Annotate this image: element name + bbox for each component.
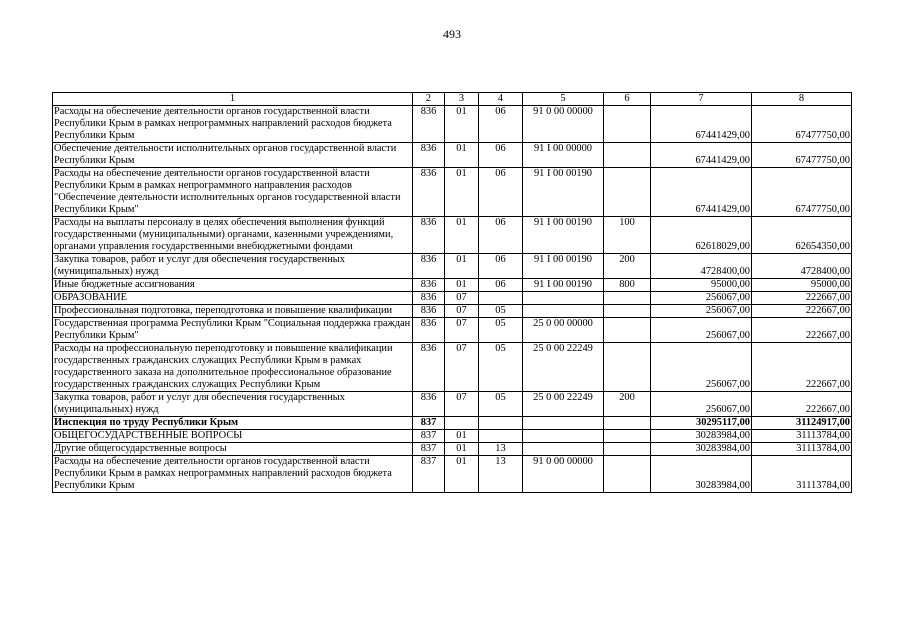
expense-type-code-cell [604,292,651,305]
section-code-cell: 07 [445,318,479,343]
column-number-header: 6 [604,93,651,106]
subsection-code-cell: 06 [479,168,523,217]
amount-year-1-cell: 62618029,00 [651,217,752,254]
description-cell: Обеспечение деятельности исполнительных органов государственной власти Республики Крым [53,143,413,168]
section-code-cell: 01 [445,106,479,143]
subsection-code-cell: 06 [479,106,523,143]
expense-type-code-cell [604,106,651,143]
description-cell: Расходы на профессиональную переподготовку и повышение квалификации государственных гражданских служащих Республики Крым в рамках государственного заказа на дополнительное профессиональное образование государственных гражданских служащих Республики Крым [53,343,413,392]
ministry-code-cell: 836 [413,143,445,168]
ministry-code-cell: 836 [413,168,445,217]
target-article-code-cell: 91 I 00 00190 [523,254,604,279]
amount-year-2-cell: 222667,00 [752,318,852,343]
description-cell: Иные бюджетные ассигнования [53,279,413,292]
amount-year-2-cell: 222667,00 [752,343,852,392]
description-cell: Другие общегосударственные вопросы [53,443,413,456]
table-row [53,456,852,493]
amount-year-2-cell: 95000,00 [752,279,852,292]
section-code-cell: 07 [445,305,479,318]
ministry-code-cell: 836 [413,343,445,392]
table-row [53,318,852,343]
target-article-code-cell [523,305,604,318]
column-number-header: 8 [752,93,852,106]
description-cell: Инспекция по труду Республики Крым [53,417,413,430]
subsection-code-cell: 05 [479,305,523,318]
amount-year-2-cell: 31124917,00 [752,417,852,430]
table-row [53,392,852,417]
ministry-code-cell: 836 [413,217,445,254]
description-cell: Расходы на обеспечение деятельности органов государственной власти Республики Крым в рамках непрограммного направления расходов "Обеспечение деятельности исполнительных органов государственной власти Республики Крым" [53,168,413,217]
amount-year-2-cell: 222667,00 [752,305,852,318]
amount-year-2-cell: 31113784,00 [752,443,852,456]
description-cell: Профессиональная подготовка, переподготовка и повышение квалификации [53,305,413,318]
column-number-header: 2 [413,93,445,106]
expense-type-code-cell [604,318,651,343]
column-number-header: 5 [523,93,604,106]
budget-table [52,92,852,493]
section-code-cell [445,417,479,430]
table-row [53,106,852,143]
table-row [53,443,852,456]
ministry-code-cell: 837 [413,417,445,430]
amount-year-1-cell: 67441429,00 [651,106,752,143]
description-cell: Закупка товаров, работ и услуг для обеспечения государственных (муниципальных) нужд [53,254,413,279]
target-article-code-cell [523,417,604,430]
expense-type-code-cell: 200 [604,392,651,417]
amount-year-1-cell: 256067,00 [651,305,752,318]
amount-year-1-cell: 30283984,00 [651,430,752,443]
expense-type-code-cell [604,417,651,430]
target-article-code-cell: 25 0 00 22249 [523,392,604,417]
ministry-code-cell: 836 [413,292,445,305]
amount-year-2-cell: 31113784,00 [752,430,852,443]
ministry-code-cell: 836 [413,106,445,143]
target-article-code-cell: 91 I 00 00190 [523,217,604,254]
ministry-code-cell: 836 [413,279,445,292]
section-code-cell: 01 [445,456,479,493]
column-number-header: 7 [651,93,752,106]
amount-year-1-cell: 256067,00 [651,392,752,417]
description-cell: Государственная программа Республики Крым "Социальная поддержка граждан Республики Крым" [53,318,413,343]
amount-year-1-cell: 95000,00 [651,279,752,292]
section-code-cell: 01 [445,443,479,456]
target-article-code-cell: 25 0 00 00000 [523,318,604,343]
subsection-code-cell: 06 [479,279,523,292]
description-cell: Расходы на обеспечение деятельности органов государственной власти Республики Крым в рамках непрограммных направлений расходов бюджета Республики Крым [53,456,413,493]
target-article-code-cell [523,292,604,305]
target-article-code-cell: 25 0 00 22249 [523,343,604,392]
amount-year-1-cell: 4728400,00 [651,254,752,279]
ministry-code-cell: 836 [413,392,445,417]
amount-year-1-cell: 30295117,00 [651,417,752,430]
description-cell: ОБЩЕГОСУДАРСТВЕННЫЕ ВОПРОСЫ [53,430,413,443]
subsection-code-cell: 06 [479,143,523,168]
ministry-code-cell: 836 [413,305,445,318]
description-cell: Расходы на обеспечение деятельности органов государственной власти Республики Крым в рамках непрограммных направлений расходов бюджета Республики Крым [53,106,413,143]
ministry-code-cell: 836 [413,318,445,343]
ministry-code-cell: 837 [413,443,445,456]
amount-year-2-cell: 4728400,00 [752,254,852,279]
section-code-cell: 01 [445,143,479,168]
expense-type-code-cell: 100 [604,217,651,254]
amount-year-1-cell: 67441429,00 [651,168,752,217]
column-number-header: 3 [445,93,479,106]
subsection-code-cell [479,417,523,430]
expense-type-code-cell [604,430,651,443]
amount-year-2-cell: 222667,00 [752,292,852,305]
description-cell: Расходы на выплаты персоналу в целях обеспечения выполнения функций государственными (муниципальными) органами, казенными учреждениями, органами управления государственными внебюджетными фондами [53,217,413,254]
expense-type-code-cell [604,456,651,493]
target-article-code-cell: 91 I 00 00000 [523,143,604,168]
table-row [53,417,852,430]
expense-type-code-cell: 800 [604,279,651,292]
table-header-row [53,93,852,106]
table-row [53,143,852,168]
expense-type-code-cell [604,443,651,456]
amount-year-1-cell: 30283984,00 [651,443,752,456]
page-number: 493 [443,27,461,41]
expense-type-code-cell [604,343,651,392]
table-row [53,430,852,443]
table-row [53,279,852,292]
target-article-code-cell: 91 0 00 00000 [523,456,604,493]
amount-year-2-cell: 67477750,00 [752,143,852,168]
table-row [53,343,852,392]
section-code-cell: 01 [445,168,479,217]
subsection-code-cell: 13 [479,456,523,493]
table-row [53,168,852,217]
target-article-code-cell: 91 I 00 00190 [523,279,604,292]
table-row [53,254,852,279]
amount-year-1-cell: 256067,00 [651,343,752,392]
table-row [53,292,852,305]
column-number-header: 1 [53,93,413,106]
section-code-cell: 07 [445,292,479,305]
section-code-cell: 01 [445,430,479,443]
amount-year-1-cell: 30283984,00 [651,456,752,493]
target-article-code-cell [523,430,604,443]
expense-type-code-cell: 200 [604,254,651,279]
subsection-code-cell: 06 [479,254,523,279]
amount-year-2-cell: 67477750,00 [752,168,852,217]
target-article-code-cell: 91 0 00 00000 [523,106,604,143]
amount-year-1-cell: 256067,00 [651,292,752,305]
expense-type-code-cell [604,305,651,318]
table-row [53,305,852,318]
ministry-code-cell: 837 [413,456,445,493]
amount-year-2-cell: 222667,00 [752,392,852,417]
subsection-code-cell: 05 [479,318,523,343]
amount-year-1-cell: 67441429,00 [651,143,752,168]
description-cell: ОБРАЗОВАНИЕ [53,292,413,305]
section-code-cell: 01 [445,254,479,279]
subsection-code-cell: 05 [479,392,523,417]
amount-year-1-cell: 256067,00 [651,318,752,343]
target-article-code-cell: 91 I 00 00190 [523,168,604,217]
section-code-cell: 07 [445,343,479,392]
amount-year-2-cell: 31113784,00 [752,456,852,493]
subsection-code-cell [479,430,523,443]
ministry-code-cell: 836 [413,254,445,279]
amount-year-2-cell: 62654350,00 [752,217,852,254]
column-number-header: 4 [479,93,523,106]
subsection-code-cell: 13 [479,443,523,456]
section-code-cell: 01 [445,279,479,292]
section-code-cell: 01 [445,217,479,254]
subsection-code-cell: 06 [479,217,523,254]
expense-type-code-cell [604,168,651,217]
ministry-code-cell: 837 [413,430,445,443]
table-row [53,217,852,254]
subsection-code-cell [479,292,523,305]
subsection-code-cell: 05 [479,343,523,392]
description-cell: Закупка товаров, работ и услуг для обеспечения государственных (муниципальных) нужд [53,392,413,417]
expense-type-code-cell [604,143,651,168]
target-article-code-cell [523,443,604,456]
section-code-cell: 07 [445,392,479,417]
amount-year-2-cell: 67477750,00 [752,106,852,143]
